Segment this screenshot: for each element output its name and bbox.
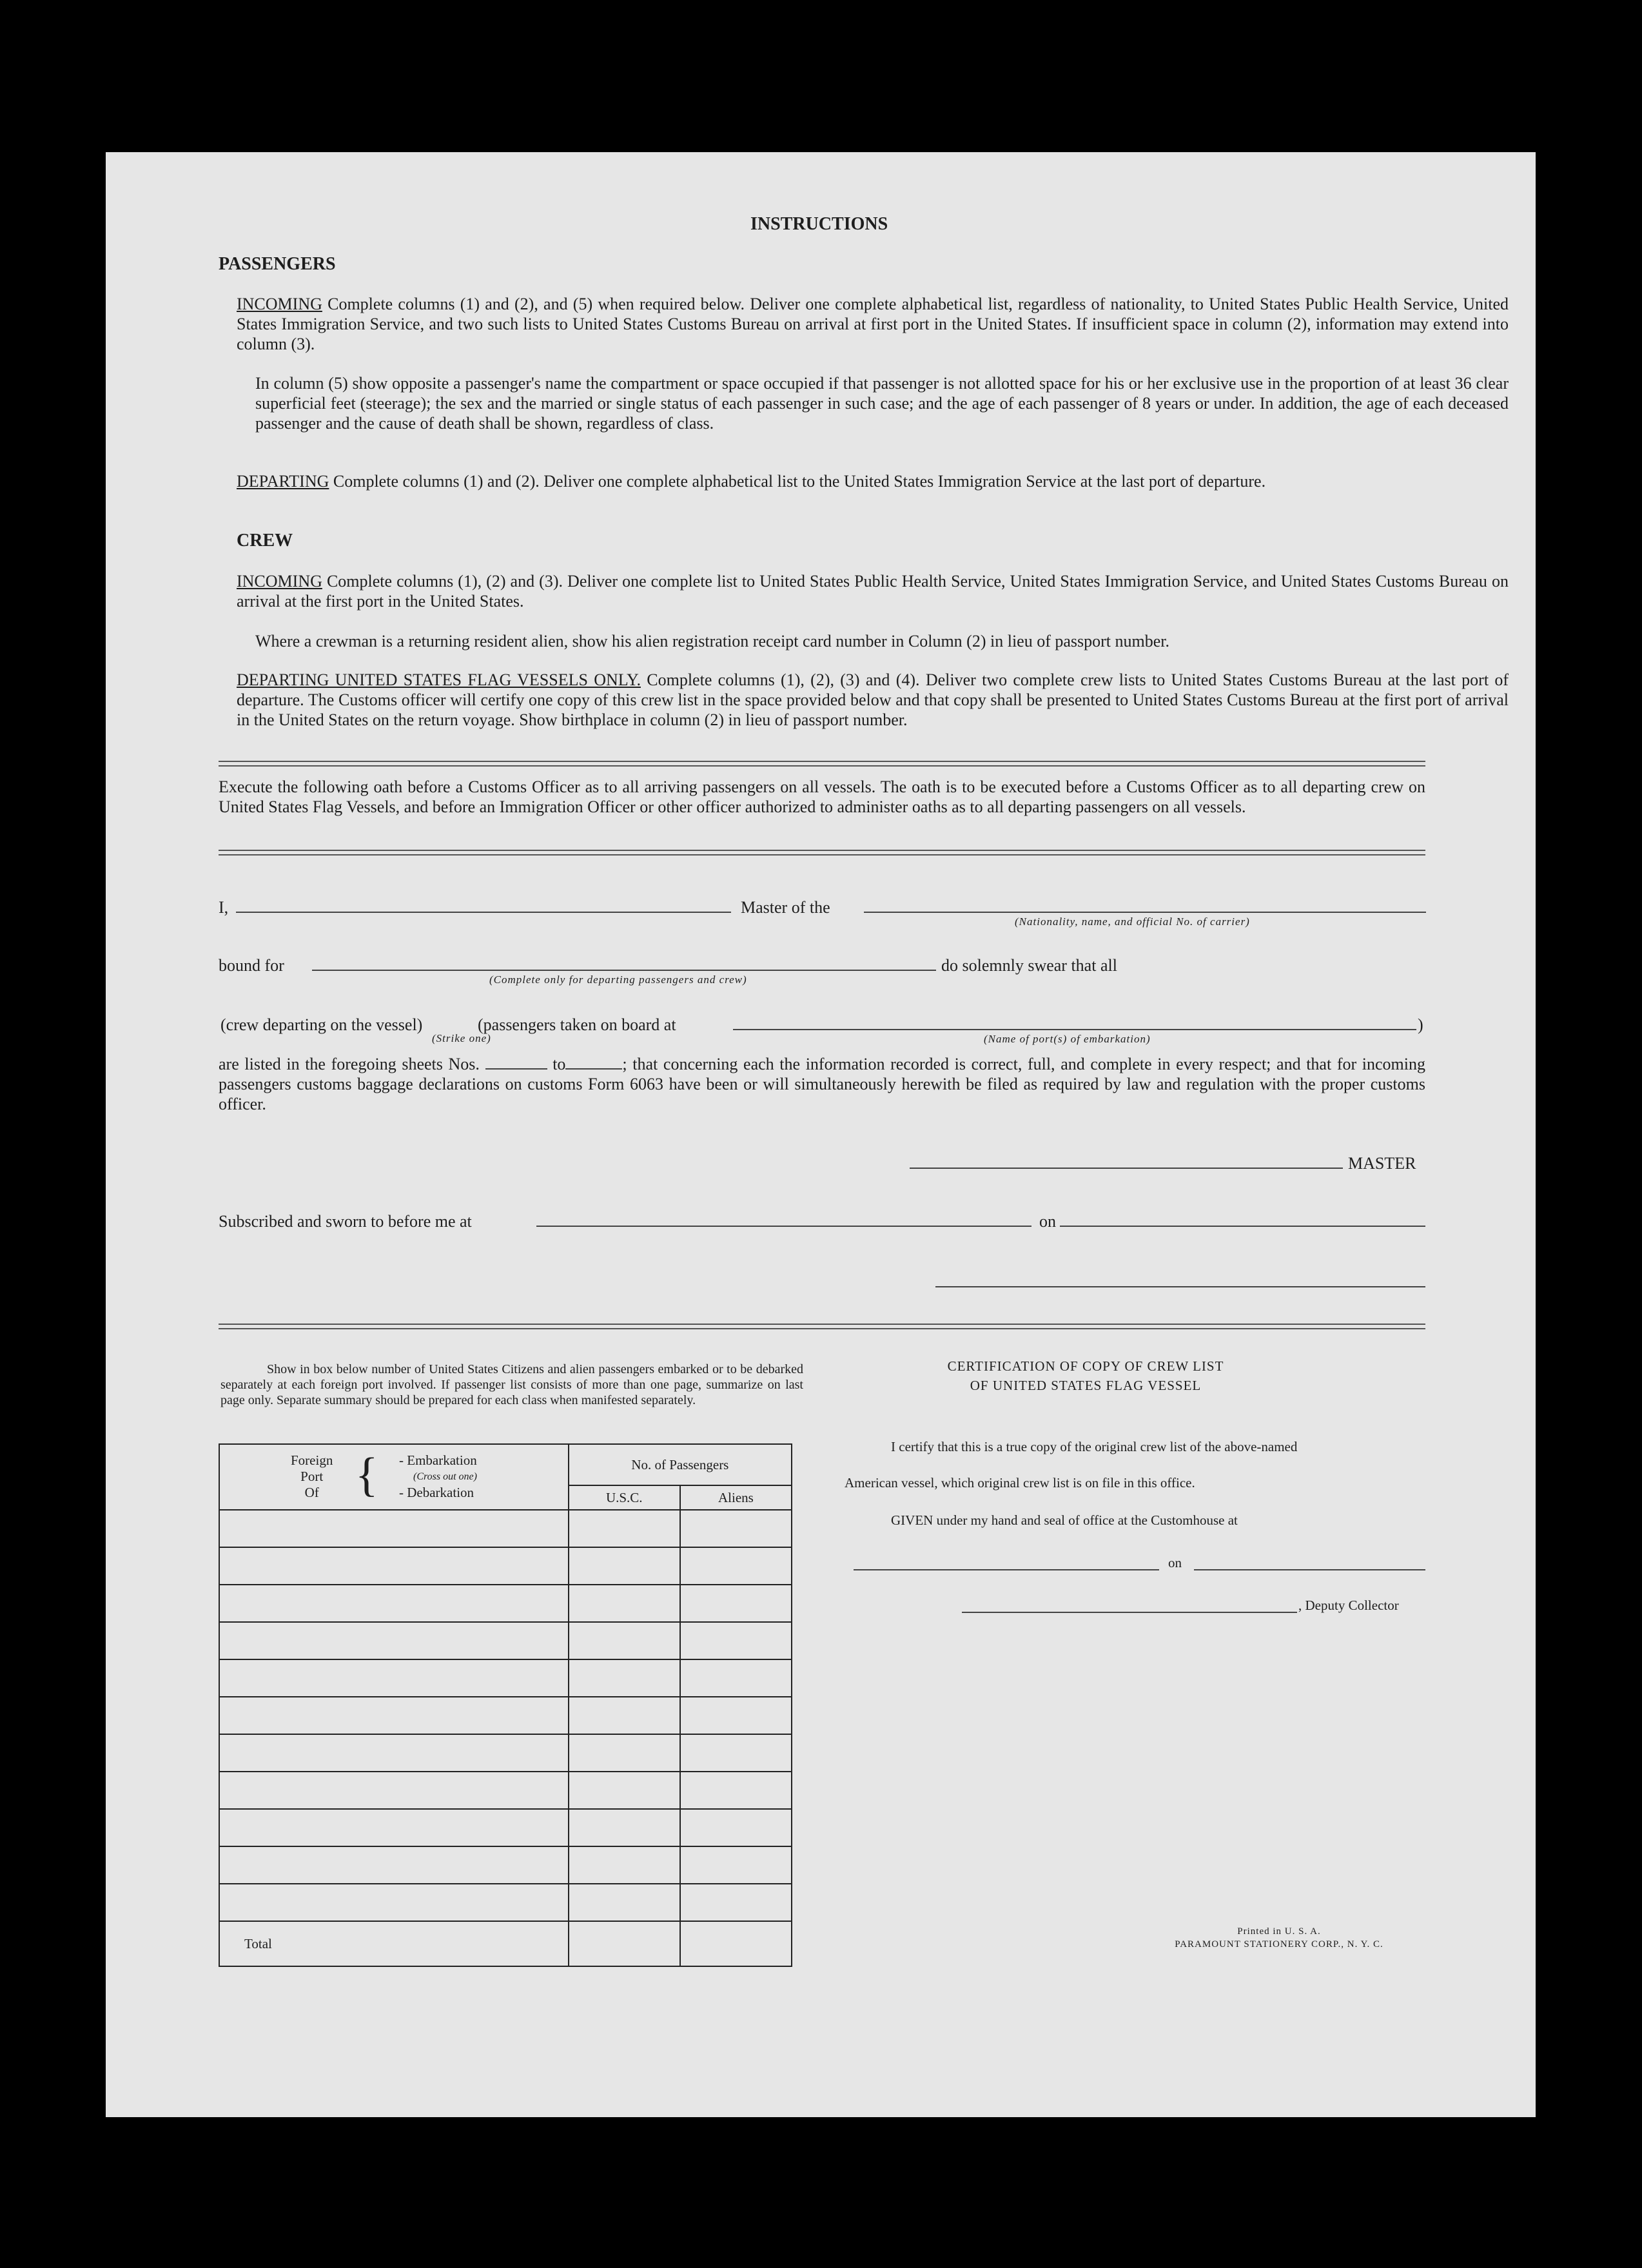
master-of-the-label: Master of the [741,898,830,917]
of-label: Of [304,1485,319,1500]
aliens-cell[interactable] [680,1697,792,1734]
debarkation-label: - Debarkation [399,1485,474,1500]
brace-icon: { [355,1449,378,1501]
aliens-cell[interactable] [680,1510,792,1547]
usc-cell[interactable] [569,1846,680,1884]
port-cell[interactable] [219,1697,569,1734]
listed-text-b: ; that concerning each the information recorded is correct, full, and complete in every respect; and that for incoming passengers customs baggage declarations on customs Form 6063 have been or will simultaneously herewith be filed as required by law and regulation with the proper customs officer. [219,1055,1425,1113]
sheet-from-field[interactable] [485,1068,547,1070]
sworn-place-field[interactable] [536,1226,1031,1227]
crew-incoming-text: Complete columns (1), (2) and (3). Deliver one complete list to United States Public Health Service, United States Immigration Service, and United States Customs Bureau on arrival at the first port in the United States. [237,572,1509,611]
port-cell[interactable] [219,1884,569,1921]
table-row [219,1510,792,1547]
divider [219,850,1425,855]
crew-departing-option: (crew departing on the vessel) [220,1015,423,1034]
passenger-summary-table [219,1443,792,1967]
aliens-cell[interactable] [680,1846,792,1884]
passengers-departing-label: DEPARTING [237,472,329,491]
passengers-departing-text: Complete columns (1) and (2). Deliver one complete alphabetical list to the United States Immigration Service at the last port of departure. [333,472,1266,491]
certification-on-label: on [1168,1555,1182,1570]
port-cell[interactable] [219,1809,569,1846]
port-caption: (Name of port(s) of embarkation) [984,1033,1151,1045]
divider [219,761,1425,767]
passengers-taken-option: (passengers taken on board at [478,1015,676,1034]
table-row [219,1846,792,1884]
certification-date-field[interactable] [1194,1569,1425,1570]
port-embarkation-field[interactable] [733,1029,1416,1030]
total-label: Total [219,1921,569,1966]
crew-incoming [237,571,1509,611]
no-passengers-header: No. of Passengers [569,1444,792,1485]
crew-incoming-label: INCOMING [237,572,322,591]
oath-i-label: I, [219,898,229,917]
table-row [219,1734,792,1772]
usc-cell[interactable] [569,1884,680,1921]
foreign-label: Foreign [291,1452,333,1468]
crew-alien-text: Where a crewman is a returning resident alien, show his alien registration receipt card number in Column (2) in lieu of passport number. [255,632,1170,650]
port-label: Port [300,1469,324,1484]
deputy-signature-field[interactable] [962,1612,1297,1613]
certification-title-line-1: CERTIFICATION OF COPY OF CREW LIST [947,1358,1224,1374]
summary-instructions: Show in box below number of United States Citizens and alien passengers embarked or to be debarked separately at each foreign port involved. If passenger list consists of more than one page, summarize on last page only. Separate summary should be prepared for each class when manifested separately. [220,1362,803,1407]
passengers-incoming-label: INCOMING [237,295,322,313]
usc-cell[interactable] [569,1622,680,1659]
sworn-on-label: on [1039,1212,1056,1231]
aliens-cell[interactable] [680,1734,792,1772]
certification-text-3: GIVEN under my hand and seal of office at the Customhouse at [891,1512,1238,1528]
certification-text-1: I certify that this is a true copy of the original crew list of the above-named [891,1439,1298,1454]
aliens-cell[interactable] [680,1809,792,1846]
crew-departing-text: Complete columns (1), (2), (3) and (4). Deliver two complete crew lists to United States Customs Bureau at the last port of departure. The Customs officer will certify one copy of this crew list in the space provided below and that copy shall be presented to United States Customs Bureau at the first port of arrival in the United States on the return voyage. Show birthplace in column (2) in lieu of passport number. [237,670,1509,729]
master-signature-field[interactable] [910,1168,1343,1169]
crew-departing-label: DEPARTING UNITED STATES FLAG VESSELS ONLY. [237,670,641,689]
table-row [219,1585,792,1622]
form-page [106,152,1536,2117]
usc-header: U.S.C. [569,1485,680,1510]
aliens-cell[interactable] [680,1585,792,1622]
passengers-departing [237,471,1509,491]
page-title: INSTRUCTIONS [750,214,888,234]
aliens-cell[interactable] [680,1659,792,1697]
port-cell[interactable] [219,1846,569,1884]
bound-for-label: bound for [219,956,284,975]
oath-instructions: Execute the following oath before a Customs Officer as to all arriving passengers on all vessels. The oath is to be executed before a Customs Officer as to all departing crew on United States Flag Vessels, and before an Immigration Officer or other officer authorized to administer oaths as to all departing passengers on all vessels. [219,777,1425,816]
bound-for-caption: (Complete only for departing passengers and crew) [489,973,747,986]
port-cell[interactable] [219,1510,569,1547]
deputy-collector-label: , Deputy Collector [1298,1598,1399,1613]
port-cell[interactable] [219,1547,569,1585]
table-row [219,1884,792,1921]
certification-title [841,1356,1331,1395]
divider [219,1324,1425,1329]
usc-cell[interactable] [569,1809,680,1846]
usc-cell[interactable] [569,1772,680,1809]
table-row [219,1659,792,1697]
close-paren: ) [1418,1015,1423,1034]
printer-name: PARAMOUNT STATIONERY CORP., N. Y. C. [1175,1939,1383,1950]
usc-cell[interactable] [569,1510,680,1547]
master-name-field[interactable] [236,912,731,913]
aliens-cell[interactable] [680,1547,792,1585]
sheets-statement [219,1054,1425,1114]
printer-imprint [1137,1925,1421,1951]
listed-text-a: are listed in the foregoing sheets Nos. [219,1055,480,1073]
passengers-incoming-text: Complete columns (1) and (2), and (5) when required below. Deliver one complete alphabetical list, regardless of nationality, to United States Public Health Service, United States Immigration Service, and two such lists to United States Customs Bureau on arrival at first port in the United States. If insufficient space in column (2), information may extend into column (3). [237,295,1509,353]
port-header-cell [219,1444,569,1510]
table-row [219,1547,792,1585]
cross-out-label: (Cross out one) [413,1471,477,1482]
crew-departing [237,670,1509,730]
aliens-cell[interactable] [680,1772,792,1809]
aliens-cell[interactable] [680,1622,792,1659]
printed-in-usa: Printed in U. S. A. [1237,1926,1321,1937]
usc-cell[interactable] [569,1547,680,1585]
master-label: MASTER [1348,1154,1416,1173]
usc-cell[interactable] [569,1585,680,1622]
aliens-cell[interactable] [680,1884,792,1921]
port-cell[interactable] [219,1659,569,1697]
port-cell[interactable] [219,1734,569,1772]
port-cell[interactable] [219,1585,569,1622]
certification-text-2: American vessel, which original crew list is on file in this office. [845,1475,1195,1491]
carrier-caption: (Nationality, name, and official No. of carrier) [1015,915,1250,928]
table-row [219,1772,792,1809]
strike-one-caption: (Strike one) [432,1032,491,1044]
usc-cell[interactable] [569,1734,680,1772]
passengers-heading: PASSENGERS [219,254,336,274]
sheet-to-field[interactable] [565,1068,622,1070]
passengers-incoming [237,294,1509,354]
table-row [219,1809,792,1846]
usc-cell[interactable] [569,1659,680,1697]
crew-heading: CREW [237,531,293,551]
embarkation-label: - Embarkation [399,1452,477,1468]
port-cell[interactable] [219,1622,569,1659]
passengers-column5-text: In column (5) show opposite a passenger's name the compartment or space occupied if that passenger is not allotted space for his or her exclusive use in the proportion of at least 36 clear superficial feet (steerage); the sex and the married or single status of each passenger in such case; and the age of each passenger of 8 years or under. In addition, the age of each deceased passenger and the cause of death shall be shown, regardless of class. [255,374,1509,433]
swear-text: do solemnly swear that all [941,956,1117,975]
listed-to-label: to [552,1055,566,1073]
aliens-header: Aliens [680,1485,792,1510]
certification-title-line-2: OF UNITED STATES FLAG VESSEL [970,1378,1202,1393]
total-aliens-cell[interactable] [680,1921,792,1966]
port-cell[interactable] [219,1772,569,1809]
total-usc-cell[interactable] [569,1921,680,1966]
carrier-field[interactable] [864,912,1426,913]
usc-cell[interactable] [569,1697,680,1734]
sworn-date-field[interactable] [1060,1226,1425,1227]
bound-for-field[interactable] [312,970,936,971]
table-row [219,1622,792,1659]
customhouse-field[interactable] [854,1569,1159,1570]
table-row [219,1697,792,1734]
subscribed-label: Subscribed and sworn to before me at [219,1212,472,1231]
officer-signature-field[interactable] [935,1286,1425,1287]
